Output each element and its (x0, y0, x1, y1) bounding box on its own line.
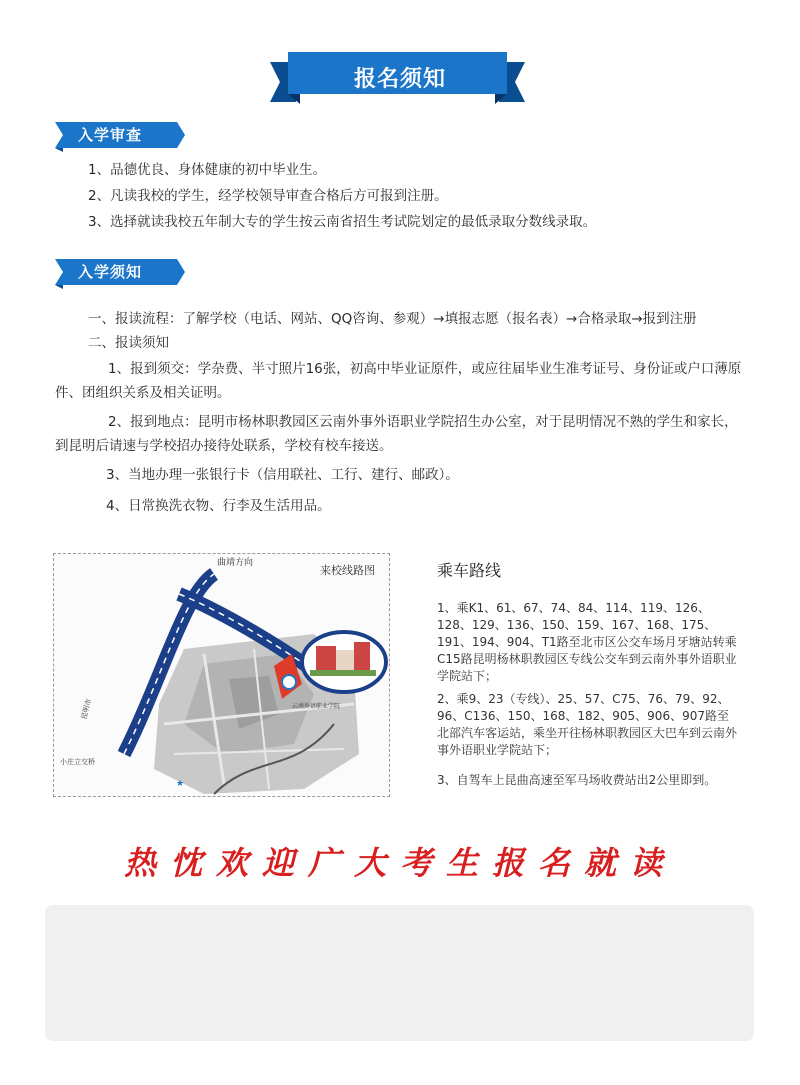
notice-heading: 二、报读须知 (88, 335, 169, 351)
svg-text:★: ★ (176, 779, 185, 789)
bottom-panel (45, 905, 754, 1041)
notice-item-3: 3、当地办理一张银行卡（信用联社、工行、建行、邮政）。 (106, 467, 459, 483)
routes-title: 乘车路线 (437, 561, 502, 580)
section-title-admission-notice: 入学须知 (78, 263, 143, 281)
map-label-bridge: 小庄立交桥 (60, 758, 95, 766)
map-label-kunming: 昆明市 (79, 697, 94, 721)
notice-item-1: 1、报到须交：学杂费、半寸照片16张，初高中毕业证原件，或应往届毕业生准考证号、身份证或户口薄原件、团组织关系及相关证明。 (55, 361, 742, 401)
route-item-2: 2、乘9、23（专线）、25、57、C75、76、79、92、96、C136、150、168、182、905、906、907路至北部汽车客运站，乘坐开往杨林职教园区大巴车到云南外事外语职业学院站下； (437, 692, 738, 757)
section-title-admission-review: 入学审查 (78, 126, 143, 144)
map-title: 来校线路图 (320, 564, 375, 577)
map-illustration (54, 554, 389, 796)
map-label-qujing: 曲靖方向 (217, 558, 254, 568)
notice-item-2: 2、报到地点：昆明市杨林职教园区云南外事外语职业学院招生办公室，对于昆明情况不熟的学生和家长，到昆明后请速与学校招办接待处联系，学校有校车接送。 (55, 414, 738, 454)
route-map (53, 553, 390, 797)
route-item-1: 1、乘K1、61、67、74、84、114、119、126、128、129、136、150、159、167、168、175、191、194、904、T1路至北市区公交车场月牙塘站转乘C15路昆明杨林职教园区专线公交车到云南外事外语职业学院站下； (437, 601, 737, 683)
welcome-slogan: 热忱欢迎广大考生报名就读 (123, 844, 676, 882)
list-item: 1、品德优良、身体健康的初中毕业生。 (88, 162, 327, 178)
notice-item-4: 4、日常换洗衣物、行李及生活用品。 (106, 498, 331, 514)
list-item: 3、选择就读我校五年制大专的学生按云南省招生考试院划定的最低录取分数线录取。 (88, 214, 597, 230)
page-title: 报名须知 (353, 67, 446, 92)
map-label-school: 云南外语职业学院 (292, 703, 341, 710)
process-line: 一、报读流程：了解学校（电话、网站、QQ咨询、参观）→填报志愿（报名表）→合格录取→报到注册 (88, 311, 697, 327)
list-item: 2、凡读我校的学生，经学校领导审查合格后方可报到注册。 (88, 188, 448, 204)
route-item-3: 3、自驾车上昆曲高速至军马场收费站出2公里即到。 (437, 773, 717, 787)
